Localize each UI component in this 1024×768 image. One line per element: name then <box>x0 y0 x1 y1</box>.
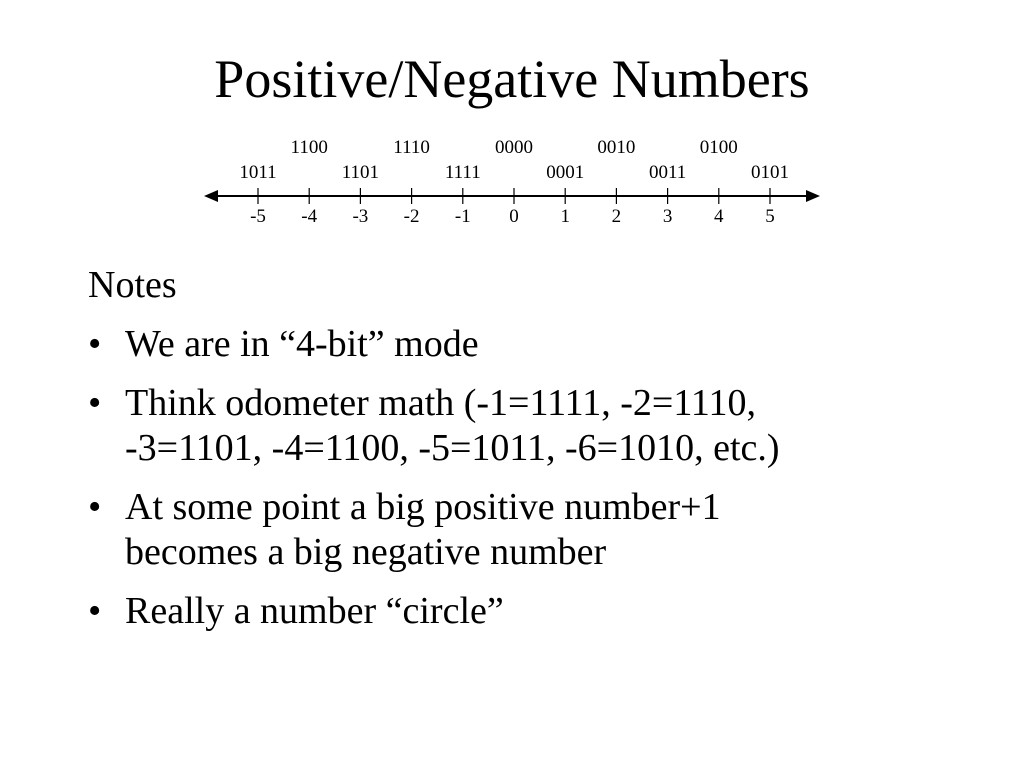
bullet-dot: • <box>88 323 102 365</box>
bullet-text-line: At some point a big positive number+1 <box>125 486 721 528</box>
binary-code-label: 0001 <box>546 162 585 183</box>
bullet-item <box>88 485 988 575</box>
binary-code-label: 0100 <box>699 137 738 158</box>
bullet-dot: • <box>88 590 102 632</box>
bullet-text-line: becomes a big negative number <box>125 531 607 573</box>
notes-heading: Notes <box>88 264 177 306</box>
tick-value-label: 4 <box>714 206 724 227</box>
notes-section <box>88 262 988 634</box>
slide-title: Positive/Negative Numbers <box>214 49 810 109</box>
binary-code-label: 1110 <box>393 137 430 158</box>
binary-code-label: 1100 <box>290 137 328 158</box>
bullet-text-line: Really a number “circle” <box>125 590 504 632</box>
binary-code-label: 0000 <box>495 137 533 158</box>
tick-value-label: 2 <box>611 206 622 227</box>
bullet-dot: • <box>88 382 102 424</box>
bullet-item <box>88 589 988 634</box>
binary-code-label: 1101 <box>341 162 380 183</box>
bullet-text-line: -3=1101, -4=1100, -5=1011, -6=1010, etc.) <box>125 427 780 469</box>
right-arrowhead <box>806 190 820 202</box>
tick-value-label: 0 <box>509 206 519 227</box>
bullet-text-line: Think odometer math (-1=1111, -2=1110, <box>125 382 757 424</box>
binary-code-label: 0011 <box>648 162 687 183</box>
binary-code-label: 1111 <box>444 162 481 183</box>
tick-value-label: 5 <box>765 206 775 227</box>
binary-code-label: 1011 <box>239 162 277 183</box>
binary-code-label: 0010 <box>597 137 636 158</box>
number-line-diagram <box>0 0 1024 260</box>
bullet-text-line: We are in “4-bit” mode <box>125 323 479 365</box>
left-arrowhead <box>204 190 218 202</box>
bullet-item <box>88 381 988 471</box>
binary-code-label: 0101 <box>751 162 789 183</box>
tick-value-label: -5 <box>250 206 266 227</box>
bullet-item <box>88 322 988 367</box>
tick-value-label: -4 <box>301 206 318 227</box>
tick-value-label: 3 <box>662 206 673 227</box>
bullet-dot: • <box>88 486 102 528</box>
tick-value-label: 1 <box>560 206 570 227</box>
tick-value-label: -3 <box>352 206 369 227</box>
notes-bullet-list <box>88 322 988 634</box>
tick-value-label: -2 <box>403 206 420 227</box>
tick-value-label: -1 <box>454 206 471 227</box>
